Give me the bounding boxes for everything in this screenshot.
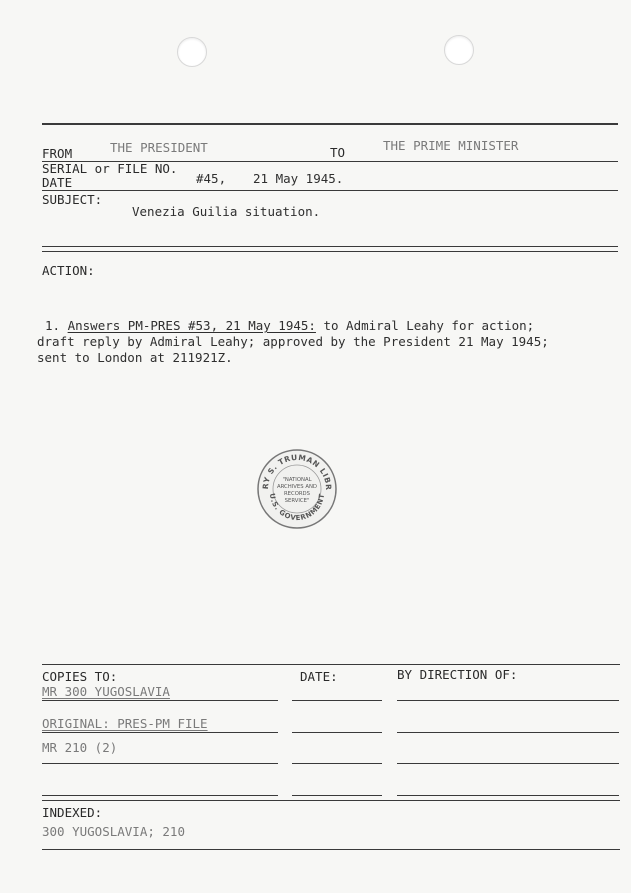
action-item-reference: Answers PM-PRES #53, 21 May 1945: [67,318,316,333]
indexed-label: INDEXED: [42,805,103,820]
from-value: THE PRESIDENT [110,140,208,155]
row4-rule-c [397,795,619,796]
subject-label: SUBJECT: [42,192,103,207]
direction-label: BY DIRECTION OF: [397,667,518,682]
stamp-inner-line3: RECORDS [283,491,311,497]
from-label: FROM [42,146,73,161]
subject-rule-2 [42,251,618,252]
action-line1-rest: to Admiral Leahy for action; [315,318,535,333]
serial-label: SERIAL or FILE NO. [42,161,178,176]
row2-rule-b [292,732,382,733]
action-line2: draft reply by Admiral Leahy; approved by the President 21 May 1945; [37,334,549,349]
row4-rule-b [292,795,382,796]
row3-rule-b [292,763,382,764]
action-item-number: 1. [45,318,61,333]
archive-stamp [256,448,338,530]
action-label: ACTION: [42,263,95,278]
subject-value: Venezia Guilia situation. [132,204,321,219]
stamp-inner-line1: "NATIONAL [282,477,312,483]
indexed-value: 300 YUGOSLAVIA; 210 [42,824,185,839]
serial-value: #45, [196,171,227,186]
stamp-inner-line2: ARCHIVES AND [277,484,317,490]
action-line3: sent to London at 211921Z. [37,350,233,365]
date-rule [42,190,618,191]
to-label: TO [330,145,346,160]
bottom-rule [42,849,620,850]
top-rule [42,123,618,125]
row1-rule-a [42,700,278,701]
footer-top-rule [42,664,620,665]
copy-line-3: MR 210 (2) [42,740,118,755]
punch-hole-left [177,37,207,67]
subject-rule-1 [42,246,618,247]
date-value: 21 May 1945. [253,171,344,186]
row3-rule-a [42,763,278,764]
row1-rule-b [292,700,382,701]
row2-rule-a [42,732,278,733]
row4-rule-a [42,795,278,796]
copies-label: COPIES TO: [42,669,118,684]
stamp-top-arc: RY S. TRUMAN LIBR [260,452,334,491]
copy-line-1: MR 300 YUGOSLAVIA [42,684,170,699]
stamp-graphic [256,448,338,530]
stamp-bottom-arc: U.S. GOVERNMENT [267,492,327,523]
stamp-inner-line4: SERVICE" [284,498,310,504]
row1-rule-c [397,700,619,701]
copy-line-2: ORIGINAL: PRES-PM FILE [42,716,208,731]
footer-date-label: DATE: [300,669,338,684]
indexed-rule-1 [42,800,620,801]
action-paragraph [37,318,625,366]
row3-rule-c [397,763,619,764]
punch-hole-right [444,35,474,65]
date-label: DATE [42,175,73,190]
row2-rule-c [397,732,619,733]
to-value: THE PRIME MINISTER [383,138,519,153]
